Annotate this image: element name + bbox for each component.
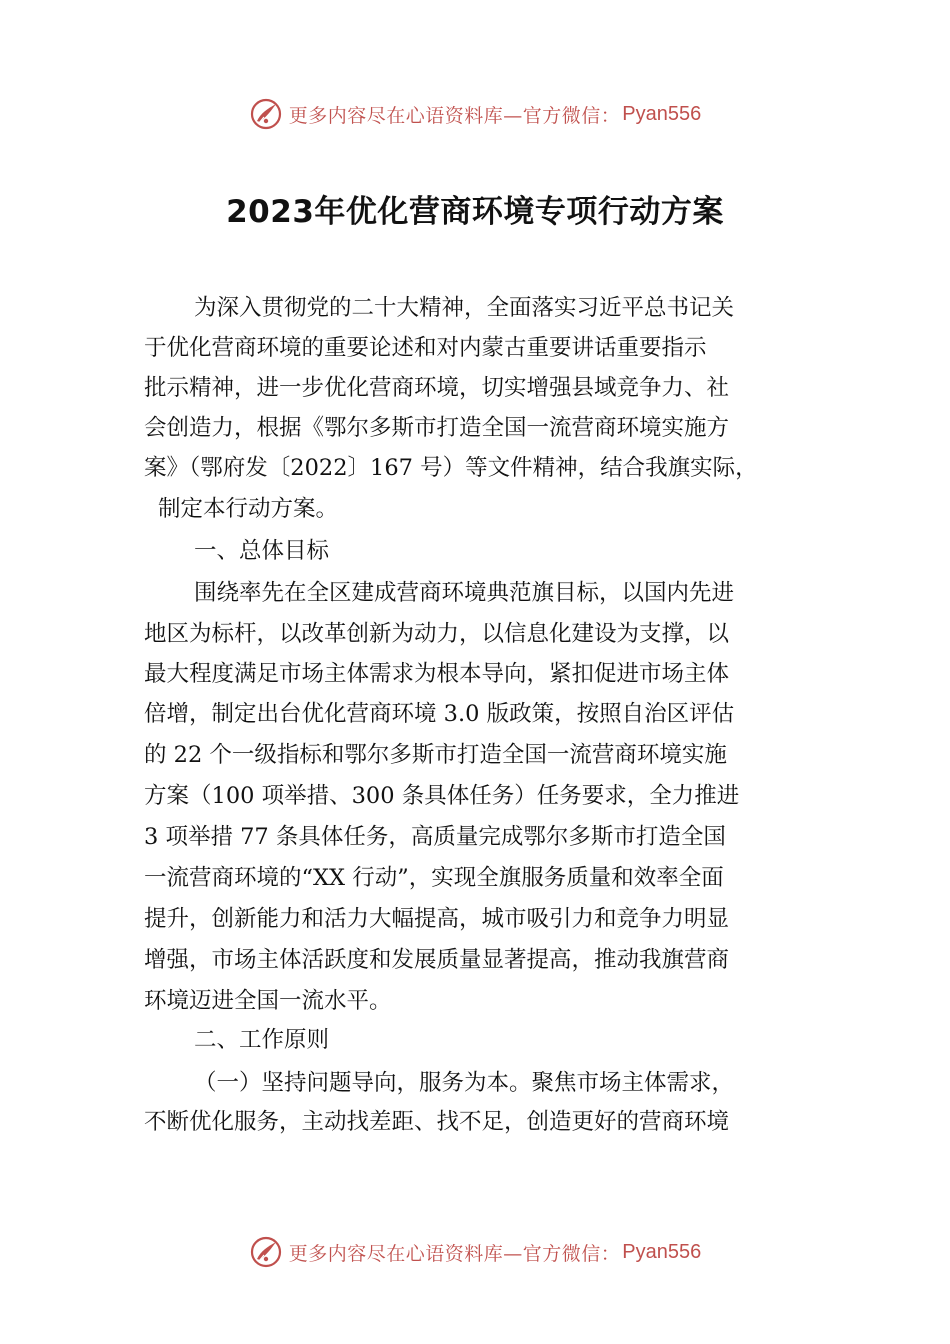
watermark-wechat-id: Pyan556 — [622, 102, 702, 125]
body-line: 的 22 个一级指标和鄂尔多斯市打造全国一流营商环境实施 — [144, 742, 727, 768]
section-heading: 二、工作原则 — [194, 1027, 330, 1053]
pen-logo-icon — [249, 97, 283, 131]
body-line: 方案（100 项举措、300 条具体任务）任务要求，全力推进 — [144, 783, 740, 809]
body-line: 围绕率先在全区建成营商环境典范旗目标，以国内先进 — [194, 580, 735, 606]
body-line: 不断优化服务，主动找差距、找不足，创造更好的营商环境 — [144, 1109, 730, 1135]
body-line: 批示精神，进一步优化营商环境，切实增强县域竞争力、社 — [144, 375, 730, 401]
watermark-wechat-id: Pyan556 — [622, 1240, 702, 1263]
body-line: 制定本行动方案。 — [158, 496, 339, 522]
watermark-text: 更多内容尽在心语资料库—官方微信： — [288, 104, 621, 127]
document-title: 2023年优化营商环境专项行动方案 — [226, 194, 724, 230]
pen-logo-icon — [249, 1235, 283, 1269]
body-line: 提升，创新能力和活力大幅提高，城市吸引力和竞争力明显 — [144, 906, 730, 932]
body-line: 案》（鄂府发〔2022〕167 号）等文件精神，结合我旗实际， — [144, 455, 758, 481]
section-heading: 一、总体目标 — [194, 538, 330, 564]
watermark-banner-top — [0, 94, 950, 134]
body-line: 环境迈进全国一流水平。 — [144, 988, 392, 1014]
body-line: 最大程度满足市场主体需求为根本导向，紧扣促进市场主体 — [144, 661, 730, 687]
watermark-banner-bottom — [0, 1232, 950, 1272]
body-line: 一流营商环境的“XX 行动”，实现全旗服务质量和效率全面 — [144, 865, 724, 891]
body-line: 会创造力，根据《鄂尔多斯市打造全国一流营商环境实施方 — [144, 415, 730, 441]
body-line: 倍增，制定出台优化营商环境 3.0 版政策，按照自治区评估 — [144, 701, 735, 727]
body-line: 为深入贯彻党的二十大精神，全面落实习近平总书记关 — [194, 295, 735, 321]
body-line: 地区为标杆，以改革创新为动力，以信息化建设为支撑，以 — [144, 621, 730, 647]
watermark-text: 更多内容尽在心语资料库—官方微信： — [288, 1242, 621, 1265]
body-line: 增强，市场主体活跃度和发展质量显著提高，推动我旗营商 — [144, 947, 730, 973]
body-line: 3 项举措 77 条具体任务，高质量完成鄂尔多斯市打造全国 — [144, 824, 726, 850]
body-line: （一）坚持问题导向，服务为本。聚焦市场主体需求， — [194, 1070, 735, 1096]
body-line: 于优化营商环境的重要论述和对内蒙古重要讲话重要指示 — [144, 335, 707, 361]
